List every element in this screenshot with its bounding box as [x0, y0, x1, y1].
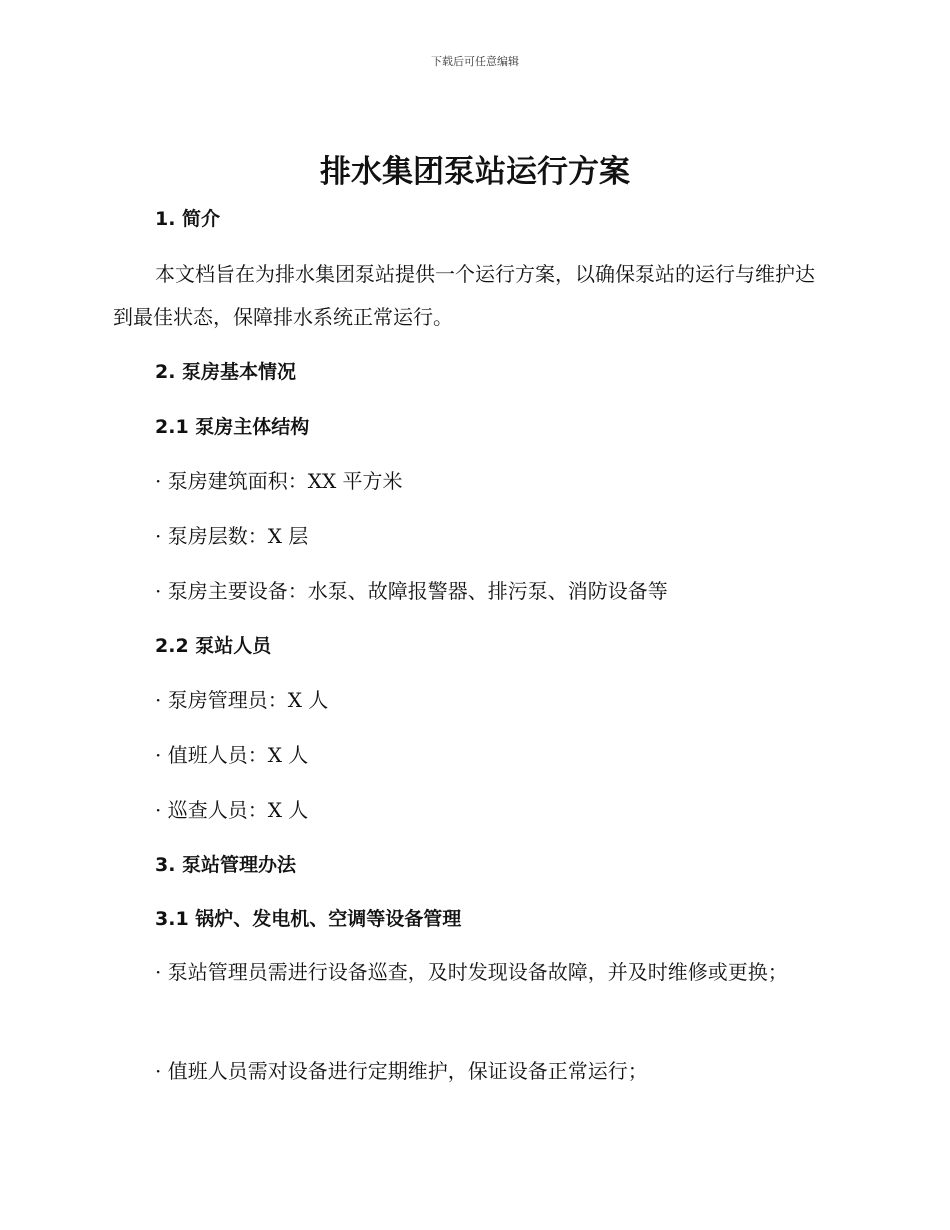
list-item: · 泵站管理员需进行设备巡查，及时发现设备故障，并及时维修或更换； — [155, 960, 788, 984]
section-heading-intro: 1. 简介 — [155, 208, 221, 230]
subsection-heading-equipment: 3.1 锅炉、发电机、空调等设备管理 — [155, 908, 462, 930]
list-item: · 巡查人员：X 人 — [155, 798, 309, 822]
list-item: · 泵房主要设备：水泵、故障报警器、排污泵、消防设备等 — [155, 579, 668, 603]
intro-paragraph: 本文档旨在为排水集团泵站提供一个运行方案，以确保泵站的运行与维护达到最佳状态，保障排水系统正常运行。 — [113, 262, 815, 329]
subsection-heading-staff: 2.2 泵站人员 — [155, 635, 272, 657]
document-title: 排水集团泵站运行方案 — [320, 154, 630, 190]
list-item: · 值班人员：X 人 — [155, 743, 309, 767]
list-item: · 泵房层数：X 层 — [155, 524, 309, 548]
section-heading-management: 3. 泵站管理办法 — [155, 854, 297, 876]
list-item: · 泵房管理员：X 人 — [155, 688, 329, 712]
section-heading-pump-house: 2. 泵房基本情况 — [155, 361, 297, 383]
list-item: · 值班人员需对设备进行定期维护，保证设备正常运行； — [155, 1059, 648, 1083]
header-note: 下载后可任意编辑 — [431, 55, 519, 68]
subsection-heading-structure: 2.1 泵房主体结构 — [155, 416, 310, 438]
list-item: · 泵房建筑面积：XX 平方米 — [155, 469, 403, 493]
